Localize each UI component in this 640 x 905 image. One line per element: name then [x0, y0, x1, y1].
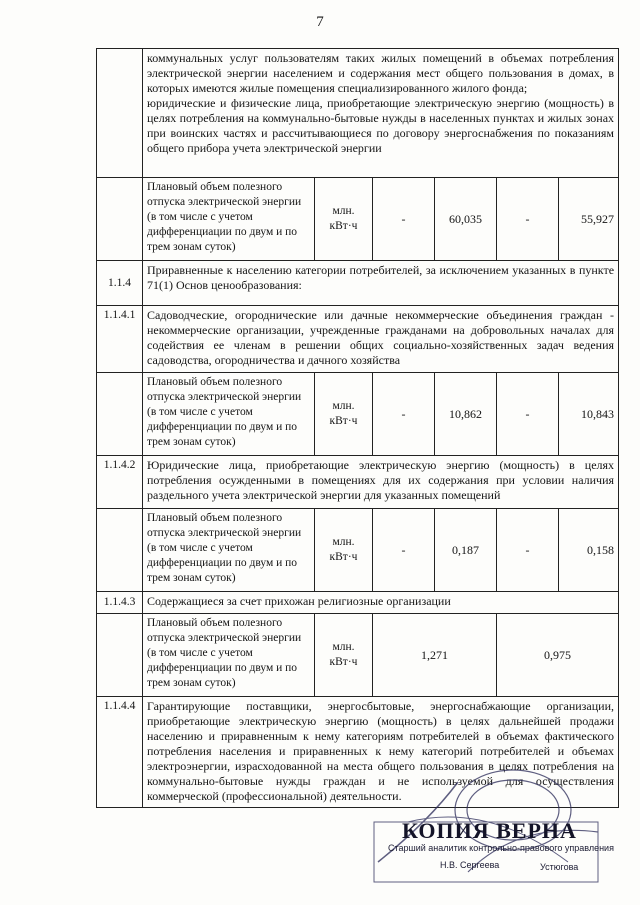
unit-cell — [315, 373, 373, 456]
description-paragraph: юридические и физические лица, приобретающие электрическую энергию (мощность) в целях потребления на коммунально-бытовые нужды в населенных пунктах и жилых зонах при воинских частях и рассчитывающиеся по договору энергоснабжения по показаниям общего прибора учета электрической энергии — [147, 96, 615, 155]
value-cell: - — [373, 509, 435, 592]
row-number: 1.1.4.3 — [97, 592, 143, 614]
planned-volume-label: Плановый объем полезного отпуска электрической энергии (в том числе с учетом дифференциации по двум и по трем зонам суток) — [143, 614, 315, 697]
value-cell: 10,862 — [435, 373, 497, 456]
row-description: Садоводческие, огороднические или дачные некоммерческие объединения граждан - некоммерческие организации, учрежденные гражданами на добровольных началах для содействия ее членам в решении общих социально-хозяйственных задач ведения садоводства, огородничества и дачного хозяйства — [143, 306, 619, 373]
unit-line: кВт·ч — [329, 415, 358, 427]
row-number — [97, 373, 143, 456]
planned-volume-label: Плановый объем полезного отпуска электрической энергии (в том числе с учетом дифференциации по двум и по трем зонам суток) — [143, 373, 315, 456]
planned-volume-label: Плановый объем полезного отпуска электрической энергии (в том числе с учетом дифференциации по двум и по трем зонам суток) — [143, 178, 315, 261]
row-number — [97, 614, 143, 697]
unit-line: кВт·ч — [329, 551, 358, 563]
row-number — [97, 49, 143, 178]
table-row — [97, 49, 619, 178]
value-cell: - — [373, 373, 435, 456]
stamp-position: Старший аналитик контрольно-правового управления — [388, 843, 614, 853]
row-number: 1.1.4.1 — [97, 306, 143, 373]
row-description: Приравненные к населению категории потребителей, за исключением указанных в пункте 71(1) Основ ценообразования: — [143, 261, 619, 306]
row-number: 1.1.4.4 — [97, 697, 143, 808]
row-description: Юридические лица, приобретающие электрическую энергию (мощность) в целях потребления осужденными в помещениях для их содержания при условии наличия раздельного учета электрической энергии для указанных помещений — [143, 456, 619, 509]
unit-cell — [315, 614, 373, 697]
table-row — [97, 614, 619, 697]
value-cell: - — [497, 509, 559, 592]
row-description: Гарантирующие поставщики, энергосбытовые, энергоснабжающие организации, приобретающие электрическую энергию (мощность) в целях дальнейшей продажи населению и приравненным к нему категориям потребителей в объемах фактического потребления населения и приравненных к нему категорий потребителей и объемах электроэнергии, израсходованной на места общего пользования в целях потребления на коммунально-бытовые нужды граждан и не используемой для осуществления коммерческой (профессиональной) деятельности. — [143, 697, 619, 808]
unit-line: млн. — [332, 400, 355, 412]
value-cell: - — [497, 373, 559, 456]
row-description — [143, 49, 619, 178]
row-number: 1.1.4 — [97, 261, 143, 306]
value-cell: - — [497, 178, 559, 261]
value-cell: 1,271 — [373, 614, 497, 697]
row-number — [97, 509, 143, 592]
table-row — [97, 697, 619, 808]
unit-cell — [315, 509, 373, 592]
planned-volume-label: Плановый объем полезного отпуска электрической энергии (в том числе с учетом дифференциации по двум и по трем зонам суток) — [143, 509, 315, 592]
value-cell: 55,927 — [559, 178, 619, 261]
unit-line: млн. — [332, 205, 355, 217]
tariff-table — [96, 48, 618, 808]
row-description: Содержащиеся за счет прихожан религиозные организации — [143, 592, 619, 614]
table-row — [97, 373, 619, 456]
value-cell: 10,843 — [559, 373, 619, 456]
row-number — [97, 178, 143, 261]
stamp-title: КОПИЯ ВЕРНА — [402, 818, 577, 843]
description-paragraph: коммунальных услуг пользователям таких жилых помещений в объемах потребления электрической энергии населением и содержания мест общего пользования в домах, в которых имеются жилые помещения специализированного жилого фонда; — [147, 51, 615, 95]
unit-cell — [315, 178, 373, 261]
unit-line: кВт·ч — [329, 220, 358, 232]
row-number: 1.1.4.2 — [97, 456, 143, 509]
table-row — [97, 261, 619, 306]
stamp-signatory: Н.В. Сергеева — [440, 860, 500, 870]
value-cell: 0,187 — [435, 509, 497, 592]
stamp-surname: Устюгова — [540, 862, 579, 872]
unit-line: млн. — [332, 641, 355, 653]
table-row — [97, 509, 619, 592]
page-number: 7 — [316, 14, 324, 30]
value-cell: 60,035 — [435, 178, 497, 261]
value-cell: - — [373, 178, 435, 261]
table-row — [97, 306, 619, 373]
value-cell: 0,975 — [497, 614, 619, 697]
value-cell: 0,158 — [559, 509, 619, 592]
table-row — [97, 456, 619, 509]
unit-line: кВт·ч — [329, 656, 358, 668]
unit-line: млн. — [332, 536, 355, 548]
table-row — [97, 592, 619, 614]
table-row — [97, 178, 619, 261]
